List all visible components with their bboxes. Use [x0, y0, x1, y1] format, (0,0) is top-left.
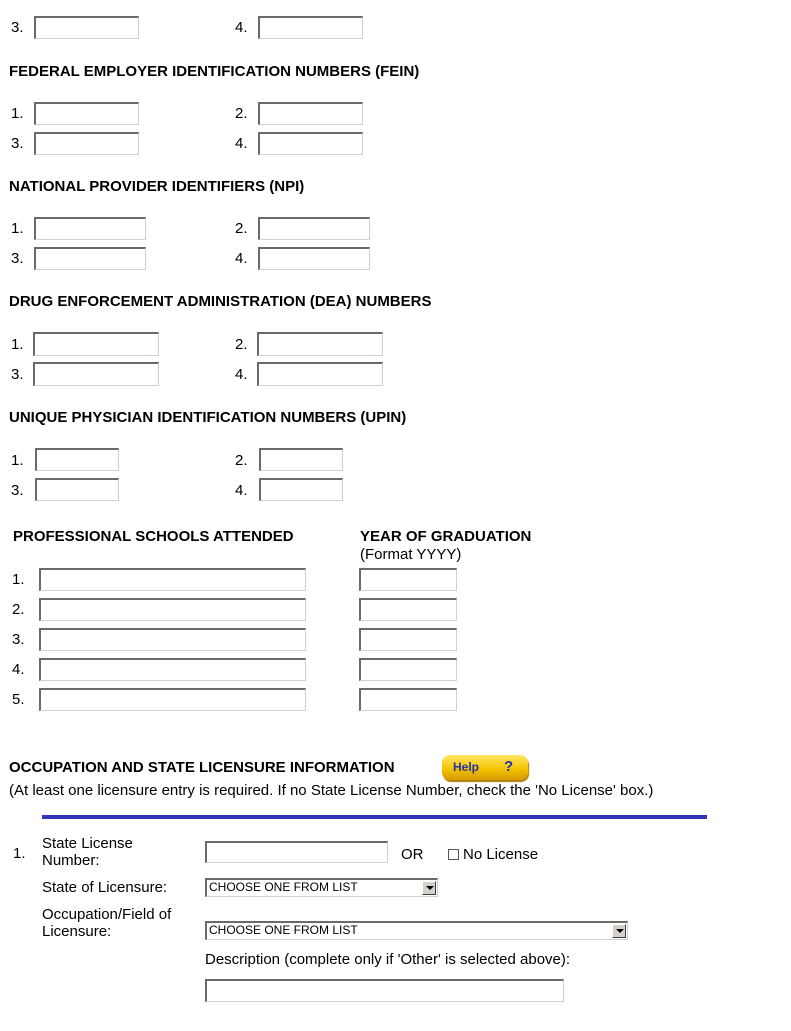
school-input-1[interactable] [39, 568, 306, 591]
year-input-2[interactable] [359, 598, 457, 621]
dropdown-arrow-icon[interactable] [612, 924, 626, 938]
school-input-5[interactable] [39, 688, 306, 711]
row-label: 3. [12, 631, 25, 648]
row-label: 1. [11, 452, 24, 469]
dea-input-4[interactable] [257, 362, 383, 386]
licensure-note: (At least one licensure entry is required. If no State License Number, check the 'No License' box.) [9, 782, 654, 799]
prior-field-4[interactable] [258, 16, 363, 39]
npi-input-2[interactable] [258, 217, 370, 240]
year-input-4[interactable] [359, 658, 457, 681]
fein-input-4[interactable] [258, 132, 363, 155]
schools-heading: PROFESSIONAL SCHOOLS ATTENDED [13, 528, 294, 545]
fein-input-3[interactable] [34, 132, 139, 155]
license-number-input[interactable] [205, 841, 388, 863]
row-label: 4. [12, 661, 25, 678]
upin-input-2[interactable] [259, 448, 343, 471]
row-label: 3. [11, 19, 24, 36]
year-input-3[interactable] [359, 628, 457, 651]
dea-input-2[interactable] [257, 332, 383, 356]
row-label: 4. [235, 366, 248, 383]
row-label: 4. [235, 250, 248, 267]
year-heading: YEAR OF GRADUATION [360, 528, 532, 545]
row-label: 3. [11, 135, 24, 152]
upin-input-3[interactable] [35, 478, 119, 501]
no-license-label[interactable]: No License [463, 846, 539, 863]
label-line: Licensure: [42, 923, 112, 940]
upin-input-4[interactable] [259, 478, 343, 501]
npi-input-4[interactable] [258, 247, 370, 270]
row-label: 5. [12, 691, 25, 708]
npi-heading: NATIONAL PROVIDER IDENTIFIERS (NPI) [9, 178, 305, 195]
label-line: Occupation/Field of [42, 906, 172, 923]
dea-input-1[interactable] [33, 332, 159, 356]
row-label: 2. [235, 220, 248, 237]
row-label: 4. [235, 482, 248, 499]
state-of-licensure-select[interactable] [205, 878, 438, 897]
entry-number: 1. [13, 845, 26, 862]
row-label: 4. [235, 135, 248, 152]
row-label: 3. [11, 250, 24, 267]
row-label: 3. [11, 366, 24, 383]
row-label: 2. [12, 601, 25, 618]
row-label: 1. [12, 571, 25, 588]
state-of-licensure-label: State of Licensure: [42, 879, 168, 896]
licensure-heading: OCCUPATION AND STATE LICENSURE INFORMATION [9, 759, 395, 776]
year-input-1[interactable] [359, 568, 457, 591]
year-format-hint: (Format YYYY) [360, 546, 462, 563]
npi-input-1[interactable] [34, 217, 146, 240]
help-button[interactable] [442, 755, 528, 780]
fein-input-1[interactable] [34, 102, 139, 125]
year-input-5[interactable] [359, 688, 457, 711]
occupation-label [42, 906, 171, 940]
label-line: Number: [42, 852, 100, 869]
row-label: 3. [11, 482, 24, 499]
selected-value: CHOOSE ONE FROM LIST [209, 880, 358, 894]
or-label: OR [401, 846, 424, 863]
occupation-select[interactable] [205, 921, 628, 940]
row-label: 1. [11, 220, 24, 237]
upin-input-1[interactable] [35, 448, 119, 471]
school-input-2[interactable] [39, 598, 306, 621]
row-label: 2. [235, 452, 248, 469]
label-line: State License [42, 835, 133, 852]
dea-input-3[interactable] [33, 362, 159, 386]
school-input-3[interactable] [39, 628, 306, 651]
description-input[interactable] [205, 979, 564, 1002]
selected-value: CHOOSE ONE FROM LIST [209, 923, 358, 937]
description-label: Description (complete only if 'Other' is selected above): [205, 951, 571, 968]
license-number-label [42, 835, 133, 869]
no-license-checkbox[interactable] [448, 849, 459, 860]
question-mark-icon: ? [504, 758, 514, 775]
dropdown-arrow-icon[interactable] [422, 881, 436, 895]
row-label: 1. [11, 336, 24, 353]
fein-input-2[interactable] [258, 102, 363, 125]
upin-heading: UNIQUE PHYSICIAN IDENTIFICATION NUMBERS (UPIN) [9, 409, 407, 426]
row-label: 2. [235, 336, 248, 353]
npi-input-3[interactable] [34, 247, 146, 270]
dea-heading: DRUG ENFORCEMENT ADMINISTRATION (DEA) NUMBERS [9, 293, 432, 310]
fein-heading: FEDERAL EMPLOYER IDENTIFICATION NUMBERS (FEIN) [9, 63, 420, 80]
help-label: Help [453, 760, 480, 774]
row-label: 1. [11, 105, 24, 122]
section-divider [42, 815, 707, 819]
row-label: 2. [235, 105, 248, 122]
school-input-4[interactable] [39, 658, 306, 681]
prior-field-3[interactable] [34, 16, 139, 39]
row-label: 4. [235, 19, 248, 36]
